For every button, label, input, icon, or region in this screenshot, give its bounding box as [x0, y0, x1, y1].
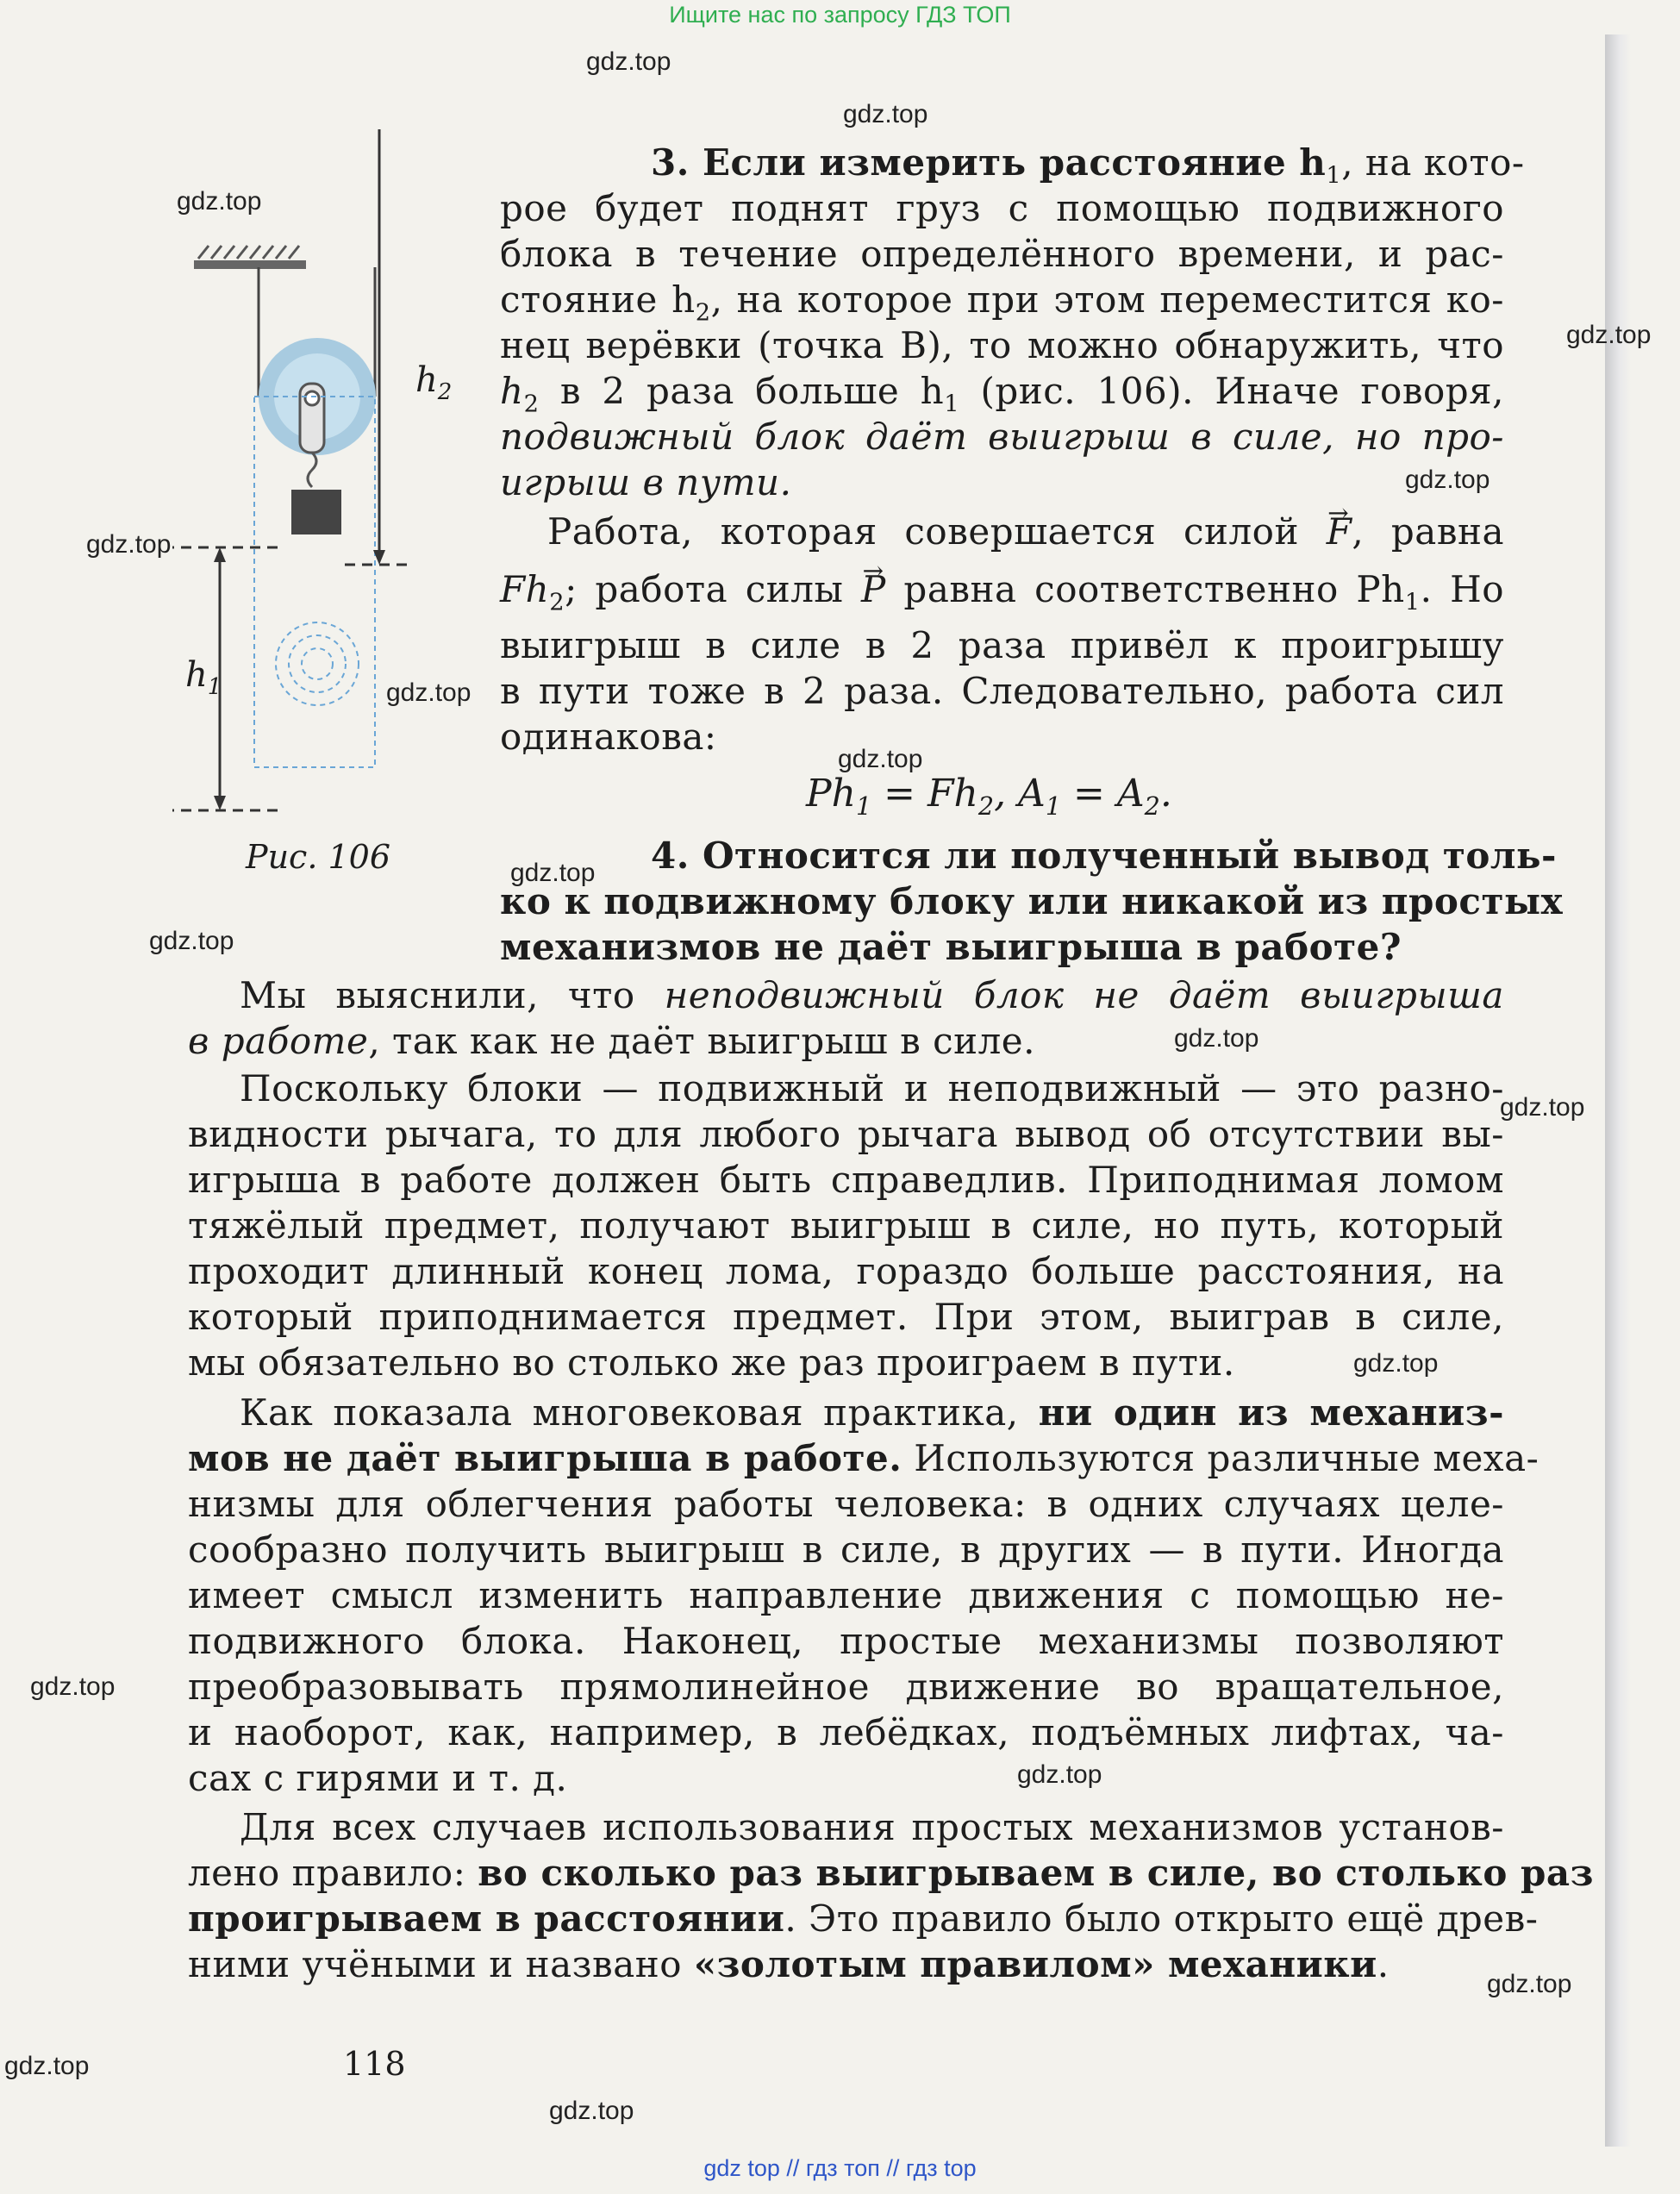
watermark: gdz.top — [30, 1672, 116, 1701]
p3-line9: сах с гирями и т. д. — [188, 1757, 568, 1799]
p2-line3: игрыша в работе должен быть справедлив. Приподнимая ломом — [188, 1159, 1504, 1201]
p1-line1: Мы выяснили, что неподвижный блок не даёт выигрыша — [240, 974, 1504, 1016]
page-number: 118 — [343, 2045, 406, 2083]
p1-line2: в работе, так как не даёт выигрыш в силе. — [188, 1020, 1036, 1062]
p3-line4: сообразно получить выигрыш в силе, в других — в пути. Иногда — [188, 1528, 1504, 1571]
watermark: gdz.top — [1405, 466, 1490, 494]
p3-line3: низмы для облегчения работы человека: в одних случаях целе- — [188, 1483, 1504, 1525]
p4-line3: проигрываем в расстоянии. Это правило было открыто ещё древ- — [188, 1897, 1539, 1940]
watermark: gdz.top — [177, 187, 262, 216]
p2-line1: Поскольку блоки — подвижный и неподвижный — это разно- — [240, 1067, 1504, 1110]
p3-line7: преобразовывать прямолинейное движение во вращательное, — [188, 1666, 1504, 1708]
top-banner[interactable]: Ищите нас по запросу ГДЗ ТОП — [669, 2, 1011, 28]
s3-line3: блока в течение определённого времени, и рас- — [500, 233, 1504, 275]
work-line1: Работа, которая совершается силой → F, равна — [547, 509, 1504, 554]
p2-line7: мы обязательно во столько же раз проиграем в пути. — [188, 1341, 1235, 1384]
ceiling-hatch — [194, 246, 306, 269]
watermark: gdz.top — [386, 678, 472, 707]
figure-pulley — [172, 129, 457, 819]
label-h2: $h_2$ — [415, 360, 453, 405]
page-edge — [1605, 34, 1631, 2147]
work-line5: одинакова: — [500, 716, 717, 758]
s4-line3: механизмов не даёт выигрыша в работе? — [500, 926, 1402, 968]
s3-line6: $h_2$ в 2 раза больше $h_1$ (рис. 106). Иначе говоря, — [500, 370, 1504, 418]
work-line2: $Fh_2$; работа силы → P равна соответственно $Ph_1$. Но — [500, 566, 1504, 625]
s3-line5: нец верёвки (точка B), то можно обнаружить, что — [500, 324, 1504, 366]
p4-line1: Для всех случаев использования простых механизмов установ- — [240, 1806, 1504, 1848]
watermark: gdz.top — [549, 2097, 634, 2125]
watermark: gdz.top — [586, 47, 671, 76]
watermark: gdz.top — [843, 100, 928, 128]
hook — [308, 453, 316, 487]
load-weight — [291, 490, 341, 534]
watermark: gdz.top — [1174, 1024, 1259, 1053]
work-formula: $Ph_1 = Fh_2$, $A_1 = A_2$. — [806, 772, 1172, 821]
label-h1: $h_1$ — [185, 655, 222, 700]
p2-line5: проходит длинный конец лома, гораздо больше расстояния, на — [188, 1250, 1504, 1292]
s3-line4: стояние $h_2$, на которое при этом переместится ко- — [500, 278, 1504, 327]
p3-line6: подвижного блока. Наконец, простые механизмы позволяют — [188, 1620, 1504, 1662]
watermark: gdz.top — [1353, 1349, 1439, 1378]
p2-line6: который приподнимается предмет. При этом, выиграв в силе, — [188, 1296, 1504, 1338]
p3-line1: Как показала многовековая практика, ни один из механиз- — [240, 1391, 1505, 1434]
figure-caption: Рис. 106 — [246, 838, 391, 876]
p4-line2: лено правило: во сколько раз выигрываем в силе, во столько раз — [188, 1852, 1594, 1894]
s3-line2: рое будет поднят груз с помощью подвижного — [500, 187, 1504, 229]
p3-line5: имеет смысл изменить направление движения с помощью не- — [188, 1574, 1504, 1616]
watermark: gdz.top — [510, 859, 596, 887]
p3-line2: мов не даёт выигрыша в работе. Используются различные меха- — [188, 1437, 1539, 1479]
watermark: gdz.top — [1017, 1760, 1102, 1789]
watermark: gdz.top — [149, 927, 234, 955]
s4-line2: ко к подвижному блоку или никакой из простых — [500, 880, 1564, 922]
s4-line1: 4. Относится ли полученный вывод толь- — [651, 834, 1557, 877]
p2-line4: тяжёлый предмет, получают выигрыш в силе, но путь, который — [188, 1204, 1504, 1247]
watermark: gdz.top — [838, 745, 923, 773]
p2-line2: видности рычага, то для любого рычага вывод об отсутствии вы- — [188, 1113, 1504, 1155]
work-line4: в пути тоже в 2 раза. Следовательно, работа сил — [500, 670, 1504, 712]
bottom-banner[interactable]: gdz top // гдз топ // гдз top — [703, 2155, 977, 2181]
work-line3: выигрыш в силе в 2 раза привёл к проигрышу — [500, 624, 1504, 666]
s3-line1: 3. Если измерить расстояние $h_1$, на кото- — [651, 141, 1525, 190]
watermark: gdz.top — [1487, 1970, 1572, 1998]
watermark: gdz.top — [4, 2052, 90, 2080]
watermark: gdz.top — [1566, 321, 1652, 349]
p3-line8: и наоборот, как, например, в лебёдках, подъёмных лифтах, ча- — [188, 1711, 1504, 1753]
s3-line8: игрыш в пути. — [500, 461, 792, 503]
s3-line7: подвижный блок даёт выигрыш в силе, но про- — [500, 416, 1504, 458]
watermark: gdz.top — [86, 530, 172, 559]
watermark: gdz.top — [1500, 1093, 1585, 1122]
p4-line4: ними учёными и названо «золотым правилом» механики. — [188, 1943, 1390, 1985]
